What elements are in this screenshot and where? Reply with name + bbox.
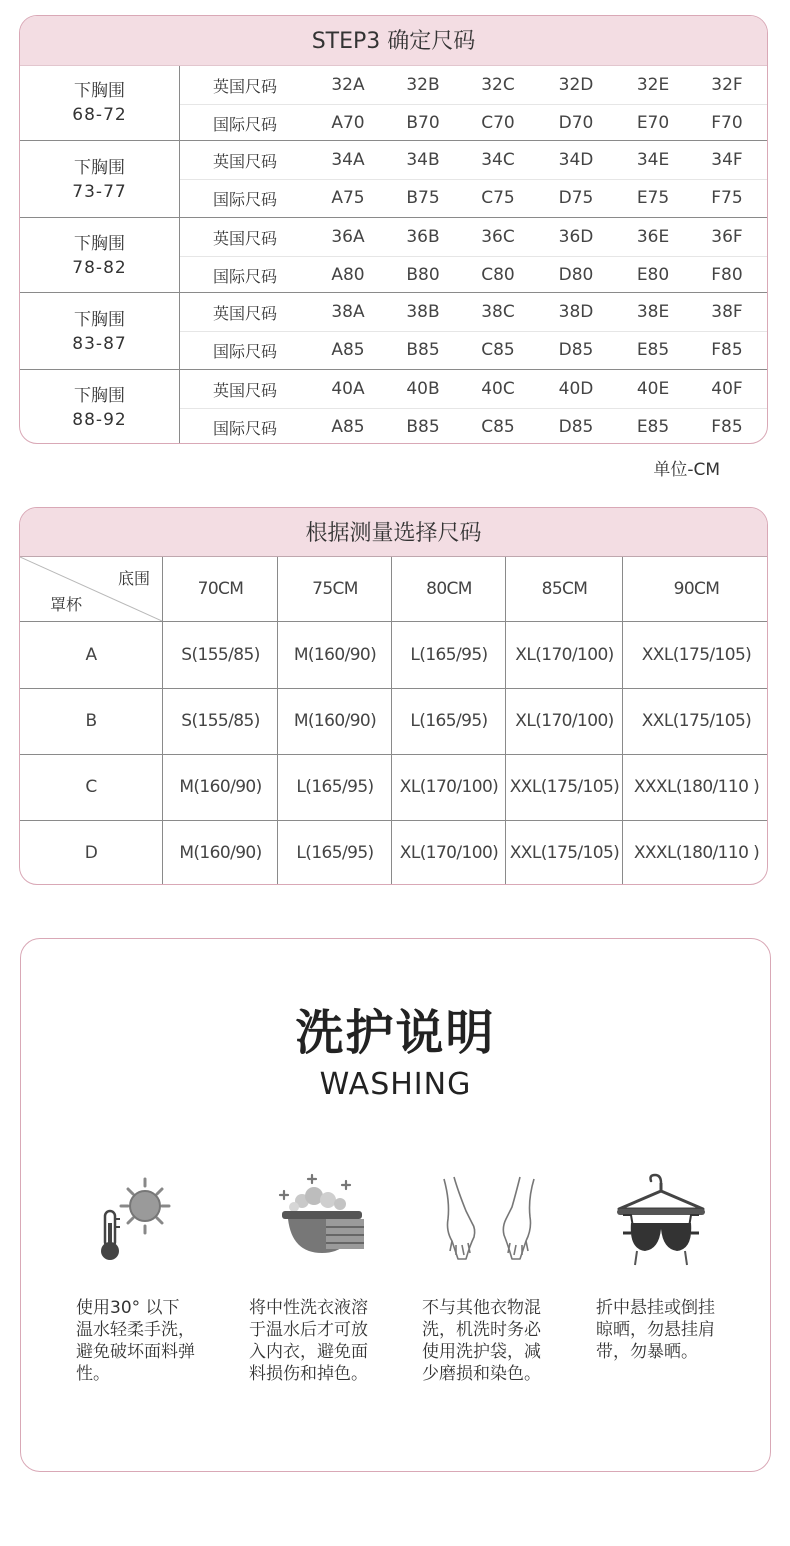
size-value: B70 <box>406 113 440 133</box>
size-value: F85 <box>711 340 743 360</box>
cup-label: A <box>85 645 97 665</box>
size-value: B85 <box>406 417 440 437</box>
size-value: 38D <box>558 302 594 322</box>
size-value: D75 <box>558 188 594 208</box>
cup-row <box>20 622 767 689</box>
choose-size-card <box>19 507 768 885</box>
size-value: 38C <box>481 302 515 322</box>
size-value: D80 <box>558 265 594 285</box>
wash-desc-2: 将中性洗衣液溶于温水后才可放入内衣，避免面料损伤和掉色。 <box>249 1298 368 1384</box>
row-label: 英国尺码 <box>212 228 277 248</box>
size-value: 34D <box>558 150 594 170</box>
size-table-title: STEP3 确定尺码 <box>20 16 767 66</box>
cup-label: D <box>84 843 98 863</box>
size-value: B80 <box>406 265 440 285</box>
underbust-title: 下胸围 <box>74 233 125 254</box>
corner-bottom-label: 罩杯 <box>50 595 83 614</box>
size-value: F80 <box>711 265 743 285</box>
cup-label: B <box>85 711 97 731</box>
uk-size-row <box>180 141 767 180</box>
size-value: C75 <box>481 188 515 208</box>
unit-label: 单位-CM <box>653 460 720 480</box>
intl-size-row <box>180 179 767 217</box>
size-value: 36C <box>481 227 515 247</box>
underbust-range: 73-77 <box>72 181 127 202</box>
choose-size-header-row <box>20 557 767 622</box>
size-value: C80 <box>481 265 515 285</box>
size-cell: L(165/95) <box>391 622 506 688</box>
size-value: 40B <box>406 379 440 399</box>
size-cell: M(160/90) <box>277 688 392 754</box>
intl-size-row <box>180 256 767 294</box>
underbust-label <box>20 66 180 140</box>
row-label: 英国尺码 <box>212 303 277 323</box>
size-value: A70 <box>331 113 365 133</box>
size-value: 32F <box>711 75 743 95</box>
column-header: 80CM <box>391 557 506 621</box>
size-value: 38E <box>636 302 670 322</box>
size-group <box>20 369 767 444</box>
size-value: 34E <box>636 150 670 170</box>
size-value: E85 <box>636 340 670 360</box>
row-label: 英国尺码 <box>212 151 277 171</box>
row-label: 国际尺码 <box>212 114 277 134</box>
underbust-range: 83-87 <box>72 333 127 354</box>
size-value: 32C <box>481 75 515 95</box>
size-value: A75 <box>331 188 365 208</box>
size-cell: XXL(175/105) <box>622 688 768 754</box>
size-value: 32E <box>636 75 670 95</box>
size-group <box>20 217 767 293</box>
cup-row <box>20 688 767 755</box>
size-value: 32A <box>331 75 365 95</box>
size-cell: L(165/95) <box>391 688 506 754</box>
size-table-body <box>20 66 767 443</box>
size-group <box>20 292 767 370</box>
size-value: E80 <box>636 265 670 285</box>
wash-desc-3: 不与其他衣物混洗，机洗时务必使用洗护袋，减少磨损和染色。 <box>422 1298 541 1384</box>
size-value: 36B <box>406 227 440 247</box>
size-value: 40A <box>331 379 365 399</box>
underbust-range: 88-92 <box>72 410 127 430</box>
size-cell: XXL(175/105) <box>505 754 623 820</box>
choose-size-grid <box>20 557 767 884</box>
underbust-label <box>20 141 180 218</box>
choose-size-title: 根据测量选择尺码 <box>20 508 767 557</box>
size-value: E70 <box>636 113 670 133</box>
size-value: E85 <box>636 417 670 437</box>
intl-size-row <box>180 104 767 142</box>
column-header: 75CM <box>277 557 392 621</box>
size-value: D85 <box>558 340 594 360</box>
size-cell: L(165/95) <box>277 754 392 820</box>
wash-desc-1: 使用30° 以下温水轻柔手洗，避免破坏面料弹性。 <box>76 1298 195 1384</box>
size-value: B75 <box>406 188 440 208</box>
size-value: D70 <box>558 113 594 133</box>
size-value: F75 <box>711 188 743 208</box>
size-value: E75 <box>636 188 670 208</box>
column-header: 70CM <box>162 557 278 621</box>
row-label: 英国尺码 <box>212 380 277 400</box>
size-group <box>20 66 767 140</box>
size-value: 36E <box>636 227 670 247</box>
underbust-title: 下胸围 <box>74 81 125 101</box>
size-cell: S(155/85) <box>162 622 278 688</box>
underbust-label <box>20 218 180 293</box>
size-cell: XL(170/100) <box>391 754 506 820</box>
size-group <box>20 140 767 218</box>
size-value: A85 <box>331 340 365 360</box>
washing-subtitle: WASHING <box>319 1067 472 1102</box>
size-value: 40C <box>481 379 515 399</box>
size-value: 34B <box>406 150 440 170</box>
size-value: A80 <box>331 265 365 285</box>
size-value: 38F <box>711 302 743 322</box>
size-value: 34C <box>481 150 515 170</box>
column-header: 90CM <box>622 557 768 621</box>
size-table-card <box>19 15 768 444</box>
underbust-range: 68-72 <box>72 105 127 125</box>
uk-size-row <box>180 293 767 332</box>
size-value: 36A <box>331 227 365 247</box>
uk-size-row <box>180 218 767 257</box>
size-value: D85 <box>558 417 594 437</box>
size-cell: M(160/90) <box>162 754 278 820</box>
uk-size-row <box>180 370 767 409</box>
hands-icon <box>436 1171 546 1271</box>
corner-top-label: 底围 <box>117 569 150 588</box>
size-cell: S(155/85) <box>162 688 278 754</box>
cup-row <box>20 754 767 821</box>
size-cell: XXL(175/105) <box>505 820 623 885</box>
underbust-label <box>20 370 180 444</box>
size-value: 40E <box>636 379 670 399</box>
row-label: 英国尺码 <box>212 76 277 96</box>
size-value: 38B <box>406 302 440 322</box>
size-cell: XXL(175/105) <box>622 622 768 688</box>
washing-card <box>20 938 771 1472</box>
size-value: 40F <box>711 379 743 399</box>
intl-size-row <box>180 408 767 444</box>
size-value: 34F <box>711 150 743 170</box>
column-header: 85CM <box>505 557 623 621</box>
cup-row <box>20 820 767 885</box>
size-value: C85 <box>481 340 515 360</box>
size-value: 34A <box>331 150 365 170</box>
uk-size-row <box>180 66 767 105</box>
washing-title: 洗护说明 <box>295 1005 496 1061</box>
size-value: 40D <box>558 379 594 399</box>
row-label: 国际尺码 <box>212 341 277 361</box>
underbust-title: 下胸围 <box>74 157 125 178</box>
hanger-bra-icon <box>611 1171 721 1271</box>
size-cell: XL(170/100) <box>505 688 623 754</box>
size-value: 36D <box>558 227 594 247</box>
size-cell: XL(170/100) <box>505 622 623 688</box>
size-cell: M(160/90) <box>162 820 278 885</box>
row-label: 国际尺码 <box>212 266 277 286</box>
row-label: 国际尺码 <box>212 189 277 209</box>
intl-size-row <box>180 331 767 369</box>
wash-desc-4: 折中悬挂或倒挂晾晒，勿悬挂肩带，勿暴晒。 <box>596 1298 715 1362</box>
size-value: 38A <box>331 302 365 322</box>
size-cell: XXXL(180/110 ) <box>622 820 768 885</box>
size-value: 32B <box>406 75 440 95</box>
corner-cell <box>20 557 162 621</box>
size-cell: XL(170/100) <box>391 820 506 885</box>
size-value: 32D <box>558 75 594 95</box>
size-value: 36F <box>711 227 743 247</box>
size-cell: XXXL(180/110 ) <box>622 754 768 820</box>
underbust-label <box>20 293 180 370</box>
size-value: F70 <box>711 113 743 133</box>
underbust-range: 78-82 <box>72 257 127 278</box>
size-value: C70 <box>481 113 515 133</box>
underbust-title: 下胸围 <box>74 386 125 406</box>
size-value: A85 <box>331 417 365 437</box>
size-cell: L(165/95) <box>277 820 392 885</box>
size-value: F85 <box>711 417 743 437</box>
size-value: C85 <box>481 417 515 437</box>
size-cell: M(160/90) <box>277 622 392 688</box>
thermometer-sun-icon <box>93 1171 203 1271</box>
size-value: B85 <box>406 340 440 360</box>
row-label: 国际尺码 <box>212 418 277 438</box>
wash-basin-icon <box>266 1171 376 1271</box>
cup-label: C <box>85 777 97 797</box>
underbust-title: 下胸围 <box>74 309 125 330</box>
